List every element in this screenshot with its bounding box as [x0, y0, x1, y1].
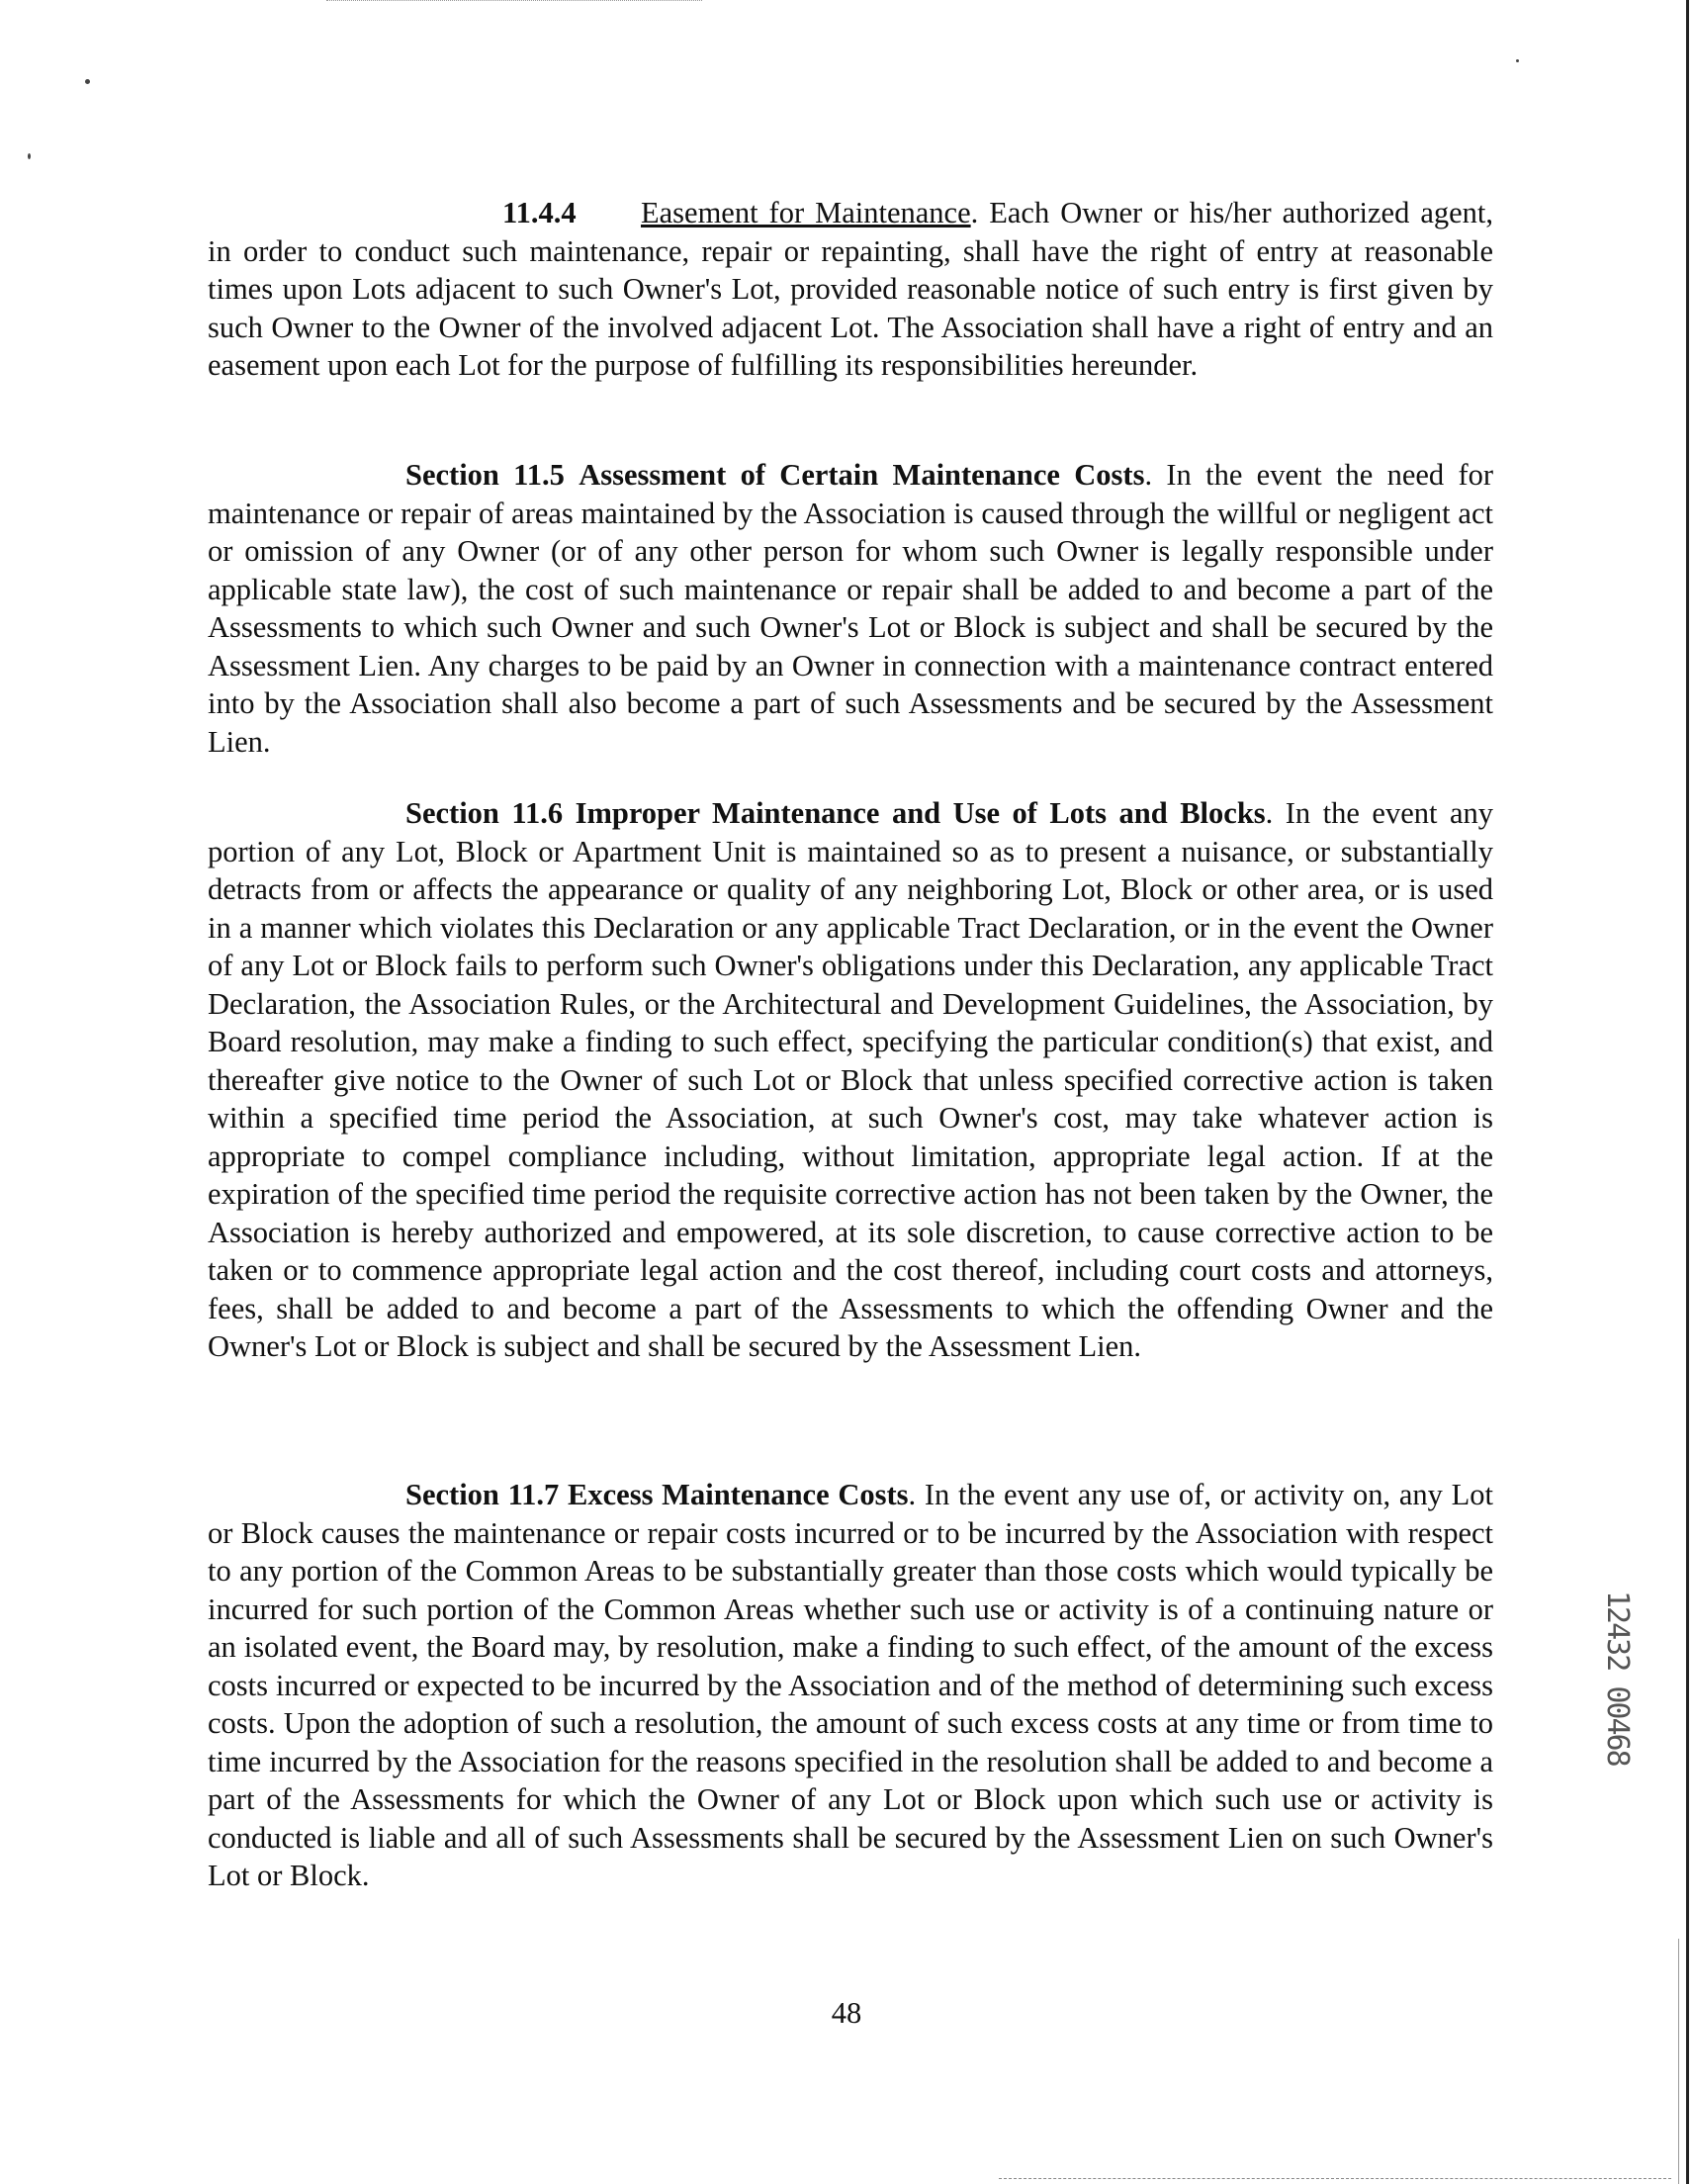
section-text: . In the event any portion of any Lot, Block or Apartment Unit is maintained so as to present a nuisance, or substantially detracts from or affects the appearance or quality of any neighboring Lot, Block or other area, or is used in a manner which violates this Declaration or any applicable Tract Declaration, or in the event the Owner of any Lot or Block fails to perform such Owner's obligations under this Declaration, any applicable Tract Declaration, the Association Rules, or the Architectural and Development Guidelines, the Association, by Board resolution, may make a finding to such effect, specifying the particular condition(s) that exist, and thereafter give notice to the Owner of such Lot or Block that unless specified corrective action is taken within a specified time period the Association, at such Owner's cost, may take whatever action is appropriate to compel compliance including, without limitation, appropriate legal action. If at the expiration of the specified time period the requisite corrective action has not been taken by the Owner, the Association is hereby authorized and empowered, at its sole discretion, to cause corrective action to be taken or to commence appropriate legal action and the cost thereof, including court costs and attorneys, fees, shall be added to and become a part of the Assessments to which the offending Owner and the Owner's Lot or Block is subject and shall be secured by the Assessment Lien.	[208, 796, 1494, 1363]
section-number: Section 11.5	[405, 458, 565, 492]
section-number: 11.4.4	[502, 196, 577, 229]
section-11-4-4	[208, 194, 1493, 385]
scan-speck	[1516, 59, 1519, 62]
recording-stamp: 12432 00468	[1600, 1591, 1635, 1766]
scan-artifact-bottom	[999, 2178, 1671, 2181]
scan-speck	[28, 153, 31, 159]
section-11-6	[208, 794, 1493, 1366]
section-heading: Excess Maintenance Costs	[568, 1478, 909, 1511]
scan-edge-line	[1686, 0, 1689, 2184]
section-number: Section 11.6	[405, 796, 564, 830]
section-heading: Assessment of Certain Maintenance Costs	[579, 458, 1145, 492]
section-text: . In the event the need for maintenance or repair of areas maintained by the Association is caused through the willful or negligent act or omission of any Owner (or of any other person for whom such Owner is legally responsible under applicable state law), the cost of such maintenance or repair shall be added to and become a part of the Assessments to which such Owner and such Owner's Lot or Block is subject and shall be secured by the Assessment Lien. Any charges to be paid by an Owner in connection with a maintenance contract entered into by the Association shall also become a part of such Assessments and be secured by the Assessment Lien.	[208, 458, 1494, 759]
section-11-5	[208, 456, 1493, 761]
scan-artifact-top	[326, 0, 702, 4]
section-text: . In the event any use of, or activity on, any Lot or Block causes the maintenance or repair costs incurred or to be incurred by the Association with respect to any portion of the Common Areas to be substantially greater than those costs which would typically be incurred for such portion of the Common Areas whether such use or activity is of a continuing nature or an isolated event, the Board may, by resolution, make a finding to such effect, of the amount of the excess costs incurred or expected to be incurred by the Association and of the method of determining such excess costs. Upon the adoption of such a resolution, the amount of such excess costs at any time or from time to time incurred by the Association for the reasons specified in the resolution shall be added to and become a part of the Assessments for which the Owner of any Lot or Block upon which such use or activity is conducted is liable and all of such Assessments shall be secured by the Assessment Lien on such Owner's Lot or Block.	[208, 1478, 1494, 1892]
section-heading: Easement for Maintenance	[641, 196, 971, 229]
section-number: Section 11.7	[405, 1478, 560, 1511]
page-number: 48	[831, 1996, 862, 2030]
scan-edge-line	[1678, 1939, 1679, 2184]
scan-speck	[85, 79, 90, 84]
section-11-7	[208, 1476, 1493, 1895]
section-heading: Improper Maintenance and Use of Lots and Blocks	[575, 796, 1266, 830]
section-text: . Each Owner or his/her authorized agent, in order to conduct such maintenance, repair or repainting, shall have the right of entry at reasonable times upon Lots adjacent to such Owner's Lot, provided reasonable notice of such entry is first given by such Owner to the Owner of the involved adjacent Lot. The Association shall have a right of entry and an easement upon each Lot for the purpose of fulfilling its responsibilities hereunder.	[208, 196, 1493, 382]
